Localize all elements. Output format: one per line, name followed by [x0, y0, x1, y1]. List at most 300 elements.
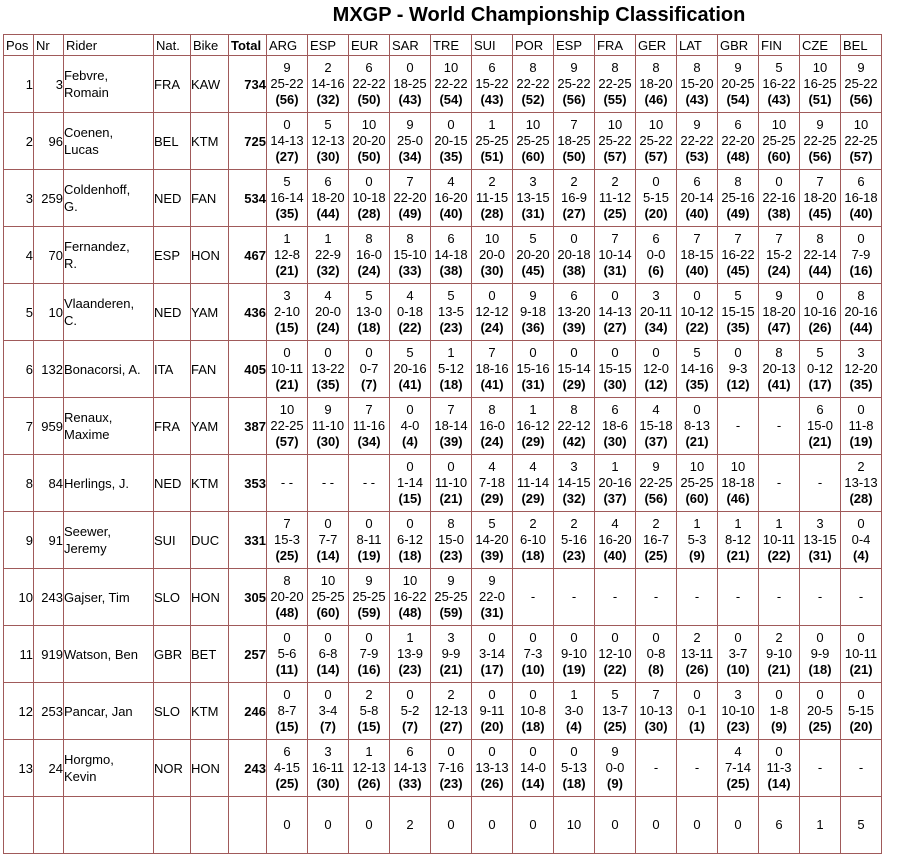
- cell-nat: ITA: [154, 341, 191, 398]
- cell-race-result: [595, 512, 636, 569]
- cell-nat: SLO: [154, 683, 191, 740]
- race-bonus: 9: [611, 744, 619, 759]
- rider-name-line: Jeremy: [64, 541, 107, 556]
- cell-race-result: [554, 569, 595, 626]
- race-positions: 20-15: [434, 133, 468, 148]
- race-points: (36): [521, 320, 545, 335]
- cell-race-result: [472, 740, 513, 797]
- cell-total: 725: [229, 113, 267, 170]
- race-positions: 16-12: [516, 418, 550, 433]
- cell-race-result: [513, 683, 554, 740]
- race-bonus: - -: [321, 475, 335, 490]
- race-points: (28): [480, 206, 504, 221]
- cell-race-result: [718, 626, 759, 683]
- col-header-race: FIN: [759, 35, 800, 56]
- cell-race-result: [800, 740, 841, 797]
- cell-race-result: [308, 56, 349, 113]
- cell-nat: BEL: [154, 113, 191, 170]
- race-positions: 13-22: [311, 361, 345, 376]
- cell-pos: 4: [4, 227, 34, 284]
- cell-pos: 12: [4, 683, 34, 740]
- race-bonus: 0: [529, 630, 537, 645]
- rider-name-line: Kevin: [64, 769, 97, 784]
- race-positions: 20-16: [844, 304, 878, 319]
- cell-nr: 243: [34, 569, 64, 626]
- cell-race-result: [308, 341, 349, 398]
- cell-rider: [64, 227, 154, 284]
- cell-race-result: [800, 797, 841, 854]
- cell-race-result: [267, 227, 308, 284]
- race-positions: 0-12: [806, 361, 834, 376]
- cell-race-result: [349, 455, 390, 512]
- race-positions: 25-25: [475, 133, 509, 148]
- cell-race-result: [800, 113, 841, 170]
- race-bonus: 0: [283, 345, 291, 360]
- race-bonus: 6: [816, 402, 824, 417]
- race-points: (25): [275, 776, 299, 791]
- race-bonus: 4: [652, 402, 660, 417]
- race-bonus: 1: [488, 117, 496, 132]
- race-points: (45): [521, 263, 545, 278]
- cell-race-result: [718, 170, 759, 227]
- cell-race-result: [759, 569, 800, 626]
- cell-race-result: [267, 455, 308, 512]
- race-points: (27): [275, 149, 299, 164]
- cell-race-result: [718, 455, 759, 512]
- race-bonus: 3: [857, 345, 865, 360]
- race-positions: 22-22: [680, 133, 714, 148]
- race-bonus: 8: [529, 60, 537, 75]
- race-bonus: 3: [529, 174, 537, 189]
- cell-race-result: [431, 56, 472, 113]
- rider-name-line: Coenen,: [64, 125, 114, 140]
- race-positions: 10-13: [639, 703, 673, 718]
- race-bonus: -: [694, 589, 700, 604]
- race-positions: 18-25: [393, 76, 427, 91]
- race-bonus: 10: [812, 60, 828, 75]
- race-points: (26): [480, 776, 504, 791]
- cell-nr: 84: [34, 455, 64, 512]
- race-positions: 13-11: [680, 646, 714, 661]
- race-points: (25): [808, 719, 832, 734]
- cell-nat: NED: [154, 455, 191, 512]
- cell-rider: [64, 398, 154, 455]
- race-bonus: 9: [365, 573, 373, 588]
- race-bonus: 10: [566, 817, 582, 832]
- race-bonus: 7: [734, 231, 742, 246]
- race-bonus: 6: [611, 402, 619, 417]
- race-bonus: 0: [611, 630, 619, 645]
- cell-race-result: [636, 227, 677, 284]
- race-points: (14): [521, 776, 545, 791]
- race-bonus: -: [694, 760, 700, 775]
- race-points: (21): [685, 434, 709, 449]
- cell-race-result: [759, 56, 800, 113]
- race-points: (45): [808, 206, 832, 221]
- race-bonus: 0: [529, 817, 537, 832]
- race-bonus: 0: [406, 60, 414, 75]
- race-bonus: 6: [693, 174, 701, 189]
- race-positions: 7-18: [478, 475, 506, 490]
- race-bonus: -: [776, 475, 782, 490]
- race-positions: 15-22: [475, 76, 509, 91]
- cell-race-result: [513, 398, 554, 455]
- race-positions: 13-0: [355, 304, 383, 319]
- cell-race-result: [431, 683, 472, 740]
- race-positions: 22-16: [762, 190, 796, 205]
- cell-pos: [4, 797, 34, 854]
- race-bonus: 6: [734, 117, 742, 132]
- race-bonus: 8: [734, 174, 742, 189]
- cell-race-result: [308, 455, 349, 512]
- race-points: (19): [849, 434, 873, 449]
- race-points: (12): [644, 377, 668, 392]
- cell-race-result: [800, 341, 841, 398]
- race-bonus: 9: [857, 60, 865, 75]
- col-header-race: LAT: [677, 35, 718, 56]
- col-header-race: ARG: [267, 35, 308, 56]
- cell-race-result: [267, 626, 308, 683]
- race-positions: 16-20: [598, 532, 632, 547]
- race-bonus: 0: [447, 817, 455, 832]
- race-bonus: 1: [324, 231, 332, 246]
- cell-total: 734: [229, 56, 267, 113]
- race-bonus: 10: [689, 459, 705, 474]
- cell-nr: [34, 797, 64, 854]
- race-bonus: 0: [816, 630, 824, 645]
- race-bonus: 3: [570, 459, 578, 474]
- cell-race-result: [718, 398, 759, 455]
- race-positions: 11-14: [516, 475, 550, 490]
- cell-race-result: [636, 398, 677, 455]
- cell-race-result: [513, 113, 554, 170]
- cell-race-result: [800, 569, 841, 626]
- race-bonus: 0: [324, 345, 332, 360]
- race-points: (30): [316, 776, 340, 791]
- race-bonus: 9: [652, 459, 660, 474]
- race-bonus: 4: [611, 516, 619, 531]
- rider-name-line: Maxime: [64, 427, 110, 442]
- cell-bike: FAN: [191, 170, 229, 227]
- cell-race-result: [349, 626, 390, 683]
- race-points: (35): [685, 377, 709, 392]
- race-bonus: 6: [365, 60, 373, 75]
- race-bonus: 5: [775, 60, 783, 75]
- race-positions: 25-22: [598, 133, 632, 148]
- cell-race-result: [431, 797, 472, 854]
- race-positions: 14-16: [311, 76, 345, 91]
- cell-race-result: [431, 740, 472, 797]
- race-positions: 1-8: [769, 703, 789, 718]
- race-points: (54): [439, 92, 463, 107]
- race-points: (37): [644, 434, 668, 449]
- col-header-race: GER: [636, 35, 677, 56]
- cell-race-result: [472, 113, 513, 170]
- cell-race-result: [595, 569, 636, 626]
- cell-race-result: [431, 113, 472, 170]
- race-bonus: -: [571, 589, 577, 604]
- cell-race-result: [308, 227, 349, 284]
- cell-race-result: [800, 398, 841, 455]
- race-positions: 3-14: [478, 646, 506, 661]
- cell-race-result: [636, 797, 677, 854]
- cell-race-result: [677, 56, 718, 113]
- rider-name-line: C.: [64, 313, 77, 328]
- cell-race-result: [677, 227, 718, 284]
- race-points: (23): [398, 662, 422, 677]
- race-points: (40): [439, 206, 463, 221]
- race-positions: 12-13: [352, 760, 386, 775]
- race-bonus: -: [776, 418, 782, 433]
- race-bonus: 0: [693, 402, 701, 417]
- rider-name-line: Horgmo,: [64, 752, 114, 767]
- race-bonus: 0: [857, 516, 865, 531]
- rider-name-line: Romain: [64, 85, 109, 100]
- cell-total: 243: [229, 740, 267, 797]
- table-row: [4, 398, 882, 455]
- race-positions: 11-10: [434, 475, 468, 490]
- race-positions: 22-20: [393, 190, 427, 205]
- cell-race-result: [431, 626, 472, 683]
- race-points: (28): [849, 491, 873, 506]
- race-bonus: -: [735, 589, 741, 604]
- cell-race-result: [841, 683, 882, 740]
- race-points: (53): [685, 149, 709, 164]
- race-positions: 14-13: [393, 760, 427, 775]
- cell-bike: KTM: [191, 455, 229, 512]
- cell-rider: [64, 797, 154, 854]
- race-positions: 7-3: [523, 646, 543, 661]
- cell-race-result: [349, 113, 390, 170]
- race-points: (47): [767, 320, 791, 335]
- race-points: (24): [767, 263, 791, 278]
- race-positions: 18-20: [803, 190, 837, 205]
- race-points: (23): [726, 719, 750, 734]
- cell-nat: SUI: [154, 512, 191, 569]
- col-header-race: POR: [513, 35, 554, 56]
- race-bonus: 9: [324, 402, 332, 417]
- race-positions: 9-18: [519, 304, 547, 319]
- race-points: (8): [648, 662, 664, 677]
- cell-race-result: [595, 113, 636, 170]
- race-points: (27): [562, 206, 586, 221]
- race-positions: 15-16: [516, 361, 550, 376]
- table-row: [4, 683, 882, 740]
- race-points: (9): [771, 719, 787, 734]
- cell-race-result: [267, 797, 308, 854]
- cell-race-result: [513, 341, 554, 398]
- cell-race-result: [308, 569, 349, 626]
- race-positions: 9-10: [765, 646, 793, 661]
- race-bonus: 1: [611, 459, 619, 474]
- race-positions: 14-0: [519, 760, 547, 775]
- race-points: (29): [562, 377, 586, 392]
- race-positions: 25-25: [516, 133, 550, 148]
- race-positions: 2-10: [273, 304, 301, 319]
- race-points: (25): [644, 548, 668, 563]
- race-bonus: 0: [447, 117, 455, 132]
- race-points: (15): [398, 491, 422, 506]
- cell-race-result: [308, 740, 349, 797]
- race-bonus: 2: [693, 630, 701, 645]
- race-points: (6): [648, 263, 664, 278]
- rider-name-line: Gajser, Tim: [64, 589, 130, 605]
- race-points: (34): [357, 434, 381, 449]
- race-points: (51): [480, 149, 504, 164]
- col-header-rider: Rider: [64, 35, 154, 56]
- race-bonus: 5: [447, 288, 455, 303]
- cell-total: 436: [229, 284, 267, 341]
- cell-race-result: [800, 56, 841, 113]
- race-points: (21): [767, 662, 791, 677]
- race-points: (14): [316, 548, 340, 563]
- table-row: [4, 797, 882, 854]
- race-positions: 16-7: [642, 532, 670, 547]
- race-points: (21): [849, 662, 873, 677]
- race-positions: 11-12: [598, 190, 632, 205]
- cell-nr: 91: [34, 512, 64, 569]
- cell-nat: NED: [154, 170, 191, 227]
- cell-bike: HON: [191, 740, 229, 797]
- race-bonus: -: [817, 475, 823, 490]
- cell-rider: [64, 569, 154, 626]
- cell-race-result: [636, 740, 677, 797]
- race-positions: 0-0: [646, 247, 666, 262]
- cell-total: 246: [229, 683, 267, 740]
- cell-race-result: [677, 455, 718, 512]
- race-points: (57): [275, 434, 299, 449]
- race-positions: 25-22: [557, 76, 591, 91]
- race-positions: 20-20: [352, 133, 386, 148]
- race-points: (18): [398, 548, 422, 563]
- race-points: (44): [808, 263, 832, 278]
- cell-race-result: [513, 227, 554, 284]
- race-positions: 20-20: [270, 589, 304, 604]
- race-points: (4): [853, 548, 869, 563]
- race-bonus: 4: [529, 459, 537, 474]
- race-bonus: 10: [525, 117, 541, 132]
- race-bonus: 9: [693, 117, 701, 132]
- race-points: (50): [562, 149, 586, 164]
- race-positions: 20-20: [516, 247, 550, 262]
- cell-race-result: [431, 227, 472, 284]
- race-bonus: -: [776, 589, 782, 604]
- race-bonus: 5: [529, 231, 537, 246]
- race-points: (21): [808, 434, 832, 449]
- race-bonus: 1: [447, 345, 455, 360]
- race-positions: 5-12: [437, 361, 465, 376]
- cell-race-result: [595, 170, 636, 227]
- race-positions: 12-10: [598, 646, 632, 661]
- race-bonus: 0: [652, 174, 660, 189]
- race-positions: 9-3: [728, 361, 748, 376]
- race-points: (30): [316, 434, 340, 449]
- cell-nat: FRA: [154, 56, 191, 113]
- race-bonus: 2: [611, 174, 619, 189]
- cell-race-result: [390, 797, 431, 854]
- race-points: (26): [808, 320, 832, 335]
- cell-race-result: [390, 227, 431, 284]
- cell-pos: 7: [4, 398, 34, 455]
- cell-race-result: [841, 398, 882, 455]
- race-bonus: 2: [652, 516, 660, 531]
- race-bonus: 0: [570, 345, 578, 360]
- race-points: (31): [521, 377, 545, 392]
- race-points: (21): [726, 548, 750, 563]
- race-positions: 16-0: [478, 418, 506, 433]
- race-positions: 13-15: [803, 532, 837, 547]
- race-points: (44): [849, 320, 873, 335]
- cell-total: 353: [229, 455, 267, 512]
- race-positions: 0-4: [851, 532, 871, 547]
- cell-total: 405: [229, 341, 267, 398]
- cell-race-result: [636, 683, 677, 740]
- cell-race-result: [349, 797, 390, 854]
- race-positions: 25-25: [680, 475, 714, 490]
- cell-total: 305: [229, 569, 267, 626]
- cell-rider: [64, 455, 154, 512]
- race-bonus: 0: [365, 345, 373, 360]
- race-points: (54): [726, 92, 750, 107]
- cell-race-result: [677, 170, 718, 227]
- race-bonus: 0: [857, 687, 865, 702]
- race-bonus: 2: [406, 817, 414, 832]
- race-positions: 12-12: [475, 304, 509, 319]
- race-points: (48): [398, 605, 422, 620]
- table-row: [4, 740, 882, 797]
- race-positions: 8-13: [683, 418, 711, 433]
- race-points: (18): [562, 776, 586, 791]
- race-points: (15): [275, 719, 299, 734]
- race-bonus: 5: [734, 288, 742, 303]
- cell-race-result: [308, 284, 349, 341]
- race-positions: 20-18: [557, 247, 591, 262]
- race-points: (10): [726, 662, 750, 677]
- cell-race-result: [349, 398, 390, 455]
- race-positions: 4-0: [400, 418, 420, 433]
- race-bonus: 10: [484, 231, 500, 246]
- race-bonus: 0: [775, 687, 783, 702]
- cell-bike: HON: [191, 569, 229, 626]
- race-points: (21): [275, 377, 299, 392]
- race-points: (26): [685, 662, 709, 677]
- race-positions: 15-20: [680, 76, 714, 91]
- race-positions: 11-10: [311, 418, 345, 433]
- rider-name-line: Vlaanderen,: [64, 296, 135, 311]
- race-bonus: 0: [406, 516, 414, 531]
- cell-race-result: [841, 626, 882, 683]
- race-points: (35): [316, 377, 340, 392]
- cell-race-result: [390, 284, 431, 341]
- cell-race-result: [636, 569, 677, 626]
- race-bonus: 9: [816, 117, 824, 132]
- race-bonus: 8: [652, 60, 660, 75]
- cell-nr: 96: [34, 113, 64, 170]
- race-bonus: 2: [324, 60, 332, 75]
- cell-nr: 132: [34, 341, 64, 398]
- race-positions: 6-8: [318, 646, 338, 661]
- rider-name-line: Bonacorsi, A.: [64, 361, 141, 377]
- race-bonus: 0: [857, 231, 865, 246]
- race-bonus: 0: [283, 687, 291, 702]
- cell-race-result: [513, 569, 554, 626]
- cell-race-result: [390, 341, 431, 398]
- cell-race-result: [718, 683, 759, 740]
- race-points: (41): [480, 377, 504, 392]
- race-bonus: 10: [361, 117, 377, 132]
- cell-race-result: [472, 170, 513, 227]
- cell-race-result: [800, 512, 841, 569]
